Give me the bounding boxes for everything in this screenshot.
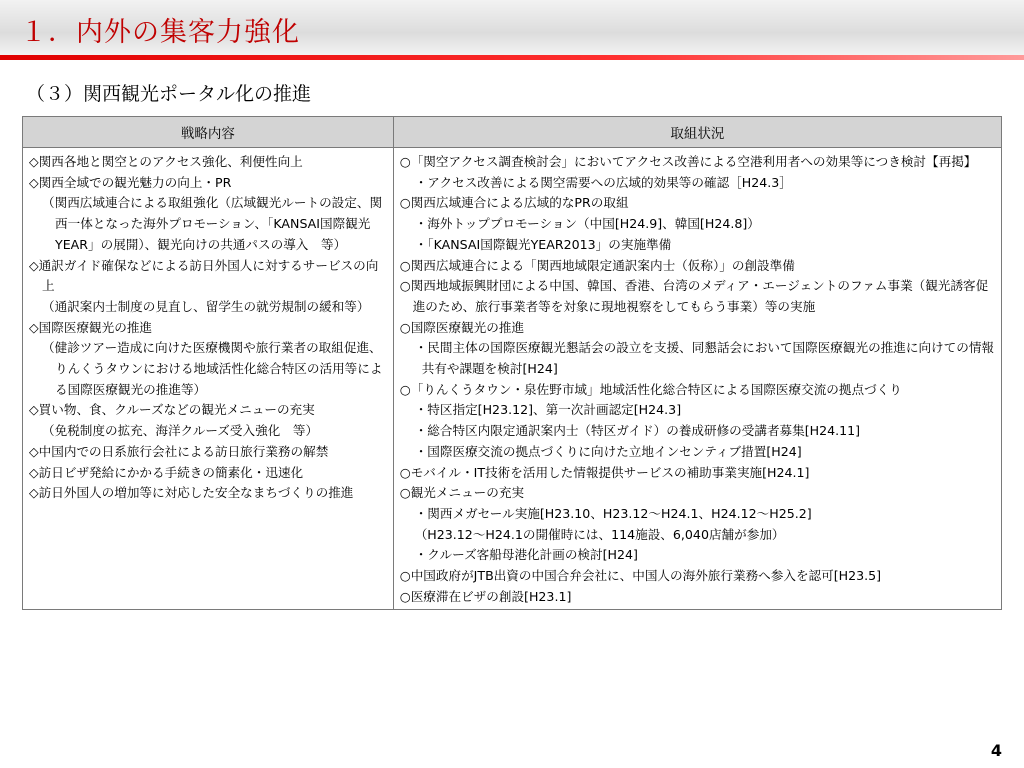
strategy-subitem: （免税制度の拡充、海洋クルーズ受入強化 等）	[42, 423, 319, 439]
status-item: ○観光メニューの充実	[399, 485, 525, 501]
status-subitem: ・関西メガセール実施[H23.10、H23.12～H24.1、H24.12～H25.2]	[414, 505, 812, 521]
strategy-item: ◇関西各地と関空とのアクセス強化、利便性向上	[29, 154, 303, 169]
title-underline	[0, 55, 1024, 60]
strategy-item: ◇国際医療観光の推進	[29, 319, 153, 335]
status-item: ○関西広域連合による広域的なPRの取組	[399, 195, 629, 211]
status-subitem: ・クルーズ客船母港化計画の検討[H24]	[414, 547, 638, 563]
table-row	[23, 148, 1002, 610]
status-item: ○国際医療観光の推進	[399, 319, 525, 335]
status-subitem: ・民間主体の国際医療観光懇話会の設立を支援、同懇話会において国際医療観光の推進に向けての情報共有や課題を検討[H24]	[414, 340, 995, 377]
status-subitem: ・「KANSAI国際観光YEAR2013」の実施準備	[414, 236, 672, 252]
section-subtitle: （３）関西観光ポータル化の推進	[26, 83, 312, 105]
strategy-item: ◇訪日外国人の増加等に対応した安全なまちづくりの推進	[29, 485, 354, 501]
strategy-item: ◇買い物、食、クルーズなどの観光メニューの充実	[29, 402, 315, 418]
header-status: 取組状況	[393, 117, 1001, 148]
page-title: １．内外の集客力強化	[20, 17, 300, 48]
status-subitem: （H23.12～H24.1の開催時には、114施設、6,040店舗が参加）	[414, 526, 785, 542]
status-subitem: ・総合特区内限定通訳案内士（特区ガイド）の養成研修の受講者募集[H24.11]	[414, 423, 861, 439]
status-subitem: ・特区指定[H23.12]、第一次計画認定[H24.3]	[414, 402, 682, 418]
strategy-item: ◇中国内での日系旅行会社による訪日旅行業務の解禁	[29, 443, 329, 459]
status-item: ○「関空アクセス調査検討会」においてアクセス改善による空港利用者への効果等につき検討【再掲】	[399, 154, 977, 169]
table-header-row	[23, 117, 1002, 148]
strategy-subitem: （健診ツアー造成に向けた医療機関や旅行業者の取組促進、りんくうタウンにおける地域活性化総合特区の活用等による国際医療観光の推進等）	[42, 340, 383, 397]
status-item: ○中国政府がJTB出資の中国合弁会社に、中国人の海外旅行業務へ参入を認可[H23.5]	[399, 568, 882, 584]
status-item: ○モバイル・IT技術を活用した情報提供サービスの補助事業実施[H24.1]	[399, 464, 810, 480]
strategy-item: ◇通訳ガイド確保などによる訪日外国人に対するサービスの向上	[29, 257, 379, 294]
strategy-table	[22, 116, 1002, 610]
status-item: ○医療滞在ビザの創設[H23.1]	[399, 588, 572, 604]
strategy-item: ◇関西全域での観光魅力の向上・PR	[29, 174, 232, 190]
header-strategy: 戦略内容	[23, 117, 394, 148]
status-subitem: ・国際医療交流の拠点づくりに向けた立地インセンティブ措置[H24]	[414, 443, 802, 459]
strategy-item: ◇訪日ビザ発給にかかる手続きの簡素化・迅速化	[29, 464, 304, 480]
status-subitem: ・アクセス改善による関空需要への広域的効果等の確認［H24.3］	[414, 174, 792, 190]
status-item: ○「りんくうタウン・泉佐野市域」地域活性化総合特区による国際医療交流の拠点づくり	[399, 381, 902, 397]
page-number: 4	[990, 741, 1002, 760]
status-content-cell	[393, 148, 1001, 610]
status-item: ○関西地域振興財団による中国、韓国、香港、台湾のメディア・エージェントのファム事業（観光誘客促進のため、旅行事業者等を対象に現地視察をしてもらう事業）等の実施	[399, 278, 989, 314]
strategy-subitem: （関西広域連合による取組強化（広域観光ルートの設定、関西一体となった海外プロモーション、「KANSAI国際観光YEAR」の展開）、観光向けの共通パスの導入 等）	[42, 195, 383, 252]
strategy-subitem: （通訳案内士制度の見直し、留学生の就労規制の緩和等）	[42, 298, 370, 314]
status-item: ○関西広域連合による「関西地域限定通訳案内士（仮称）」の創設準備	[399, 257, 795, 273]
title-bar	[0, 0, 1024, 60]
status-subitem: ・海外トッププロモーション（中国[H24.9]、韓国[H24.8]）	[414, 216, 760, 232]
strategy-content-cell	[23, 148, 394, 610]
